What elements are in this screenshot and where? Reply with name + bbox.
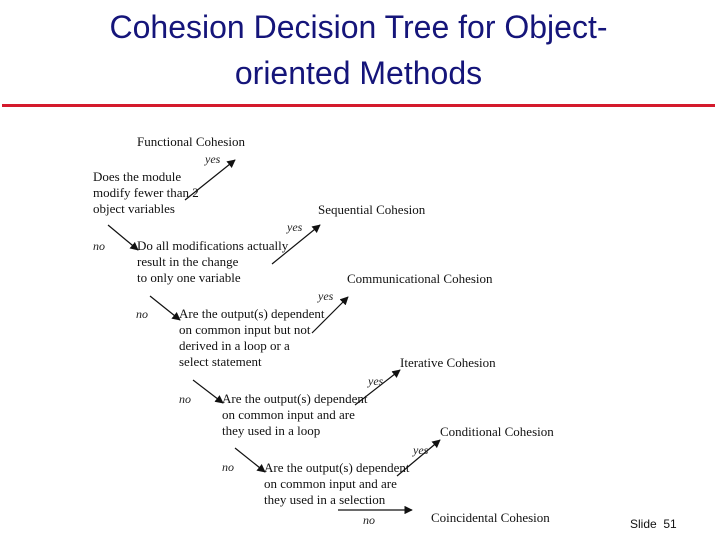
no-arrow-4 [235, 448, 265, 472]
no-arrow-2 [150, 296, 180, 320]
no-arrow-1 [108, 225, 138, 250]
question-3-line-2: on common input but not [179, 322, 311, 337]
question-1-line-3: object variables [93, 201, 175, 216]
question-1-line-2: modify fewer than 2 [93, 185, 199, 200]
question-3-line-4: select statement [179, 354, 262, 369]
yes-label-5: yes [413, 443, 429, 457]
no-label-1: no [93, 239, 105, 253]
question-3 [179, 306, 324, 370]
question-5-line-2: on common input and are [264, 476, 397, 491]
question-2-line-3: to only one variable [137, 270, 241, 285]
no-label-2: no [136, 307, 148, 321]
yes-label-4: yes [368, 374, 384, 388]
slide-label: Slide [630, 517, 657, 531]
question-3-line-3: derived in a loop or a [179, 338, 290, 353]
slide-number-value: 51 [663, 517, 677, 531]
outcome-coincidental-cohesion: Coincidental Cohesion [431, 510, 550, 525]
question-3-line-1: Are the output(s) dependent [179, 306, 325, 321]
question-2-line-1: Do all modifications actually [137, 238, 289, 253]
slide-number [630, 517, 677, 531]
question-5-line-3: they used in a selection [264, 492, 386, 507]
question-4-line-3: they used in a loop [222, 423, 321, 438]
outcome-communicational-cohesion: Communicational Cohesion [347, 271, 493, 286]
question-4-line-1: Are the output(s) dependent [222, 391, 368, 406]
title-line-1: Cohesion Decision Tree for Object- [109, 9, 608, 45]
question-1 [93, 169, 199, 217]
question-2-line-2: result in the change [137, 254, 239, 269]
yes-label-2: yes [287, 220, 303, 234]
outcome-sequential-cohesion: Sequential Cohesion [318, 202, 426, 217]
yes-label-3: yes [318, 289, 334, 303]
title-line-2: oriented Methods [234, 55, 483, 91]
no-label-5: no [363, 513, 375, 527]
question-2 [137, 238, 288, 286]
question-4 [222, 391, 367, 439]
no-label-4: no [222, 460, 234, 474]
outcome-functional-cohesion: Functional Cohesion [137, 134, 245, 149]
outcome-conditional-cohesion: Conditional Cohesion [440, 424, 554, 439]
outcome-iterative-cohesion: Iterative Cohesion [400, 355, 496, 370]
question-5-line-1: Are the output(s) dependent [264, 460, 410, 475]
question-1-line-1: Does the module [93, 169, 182, 184]
no-label-3: no [179, 392, 191, 406]
yes-label-1: yes [205, 152, 221, 166]
question-5 [264, 460, 409, 508]
question-4-line-2: on common input and are [222, 407, 355, 422]
no-arrow-3 [193, 380, 223, 403]
